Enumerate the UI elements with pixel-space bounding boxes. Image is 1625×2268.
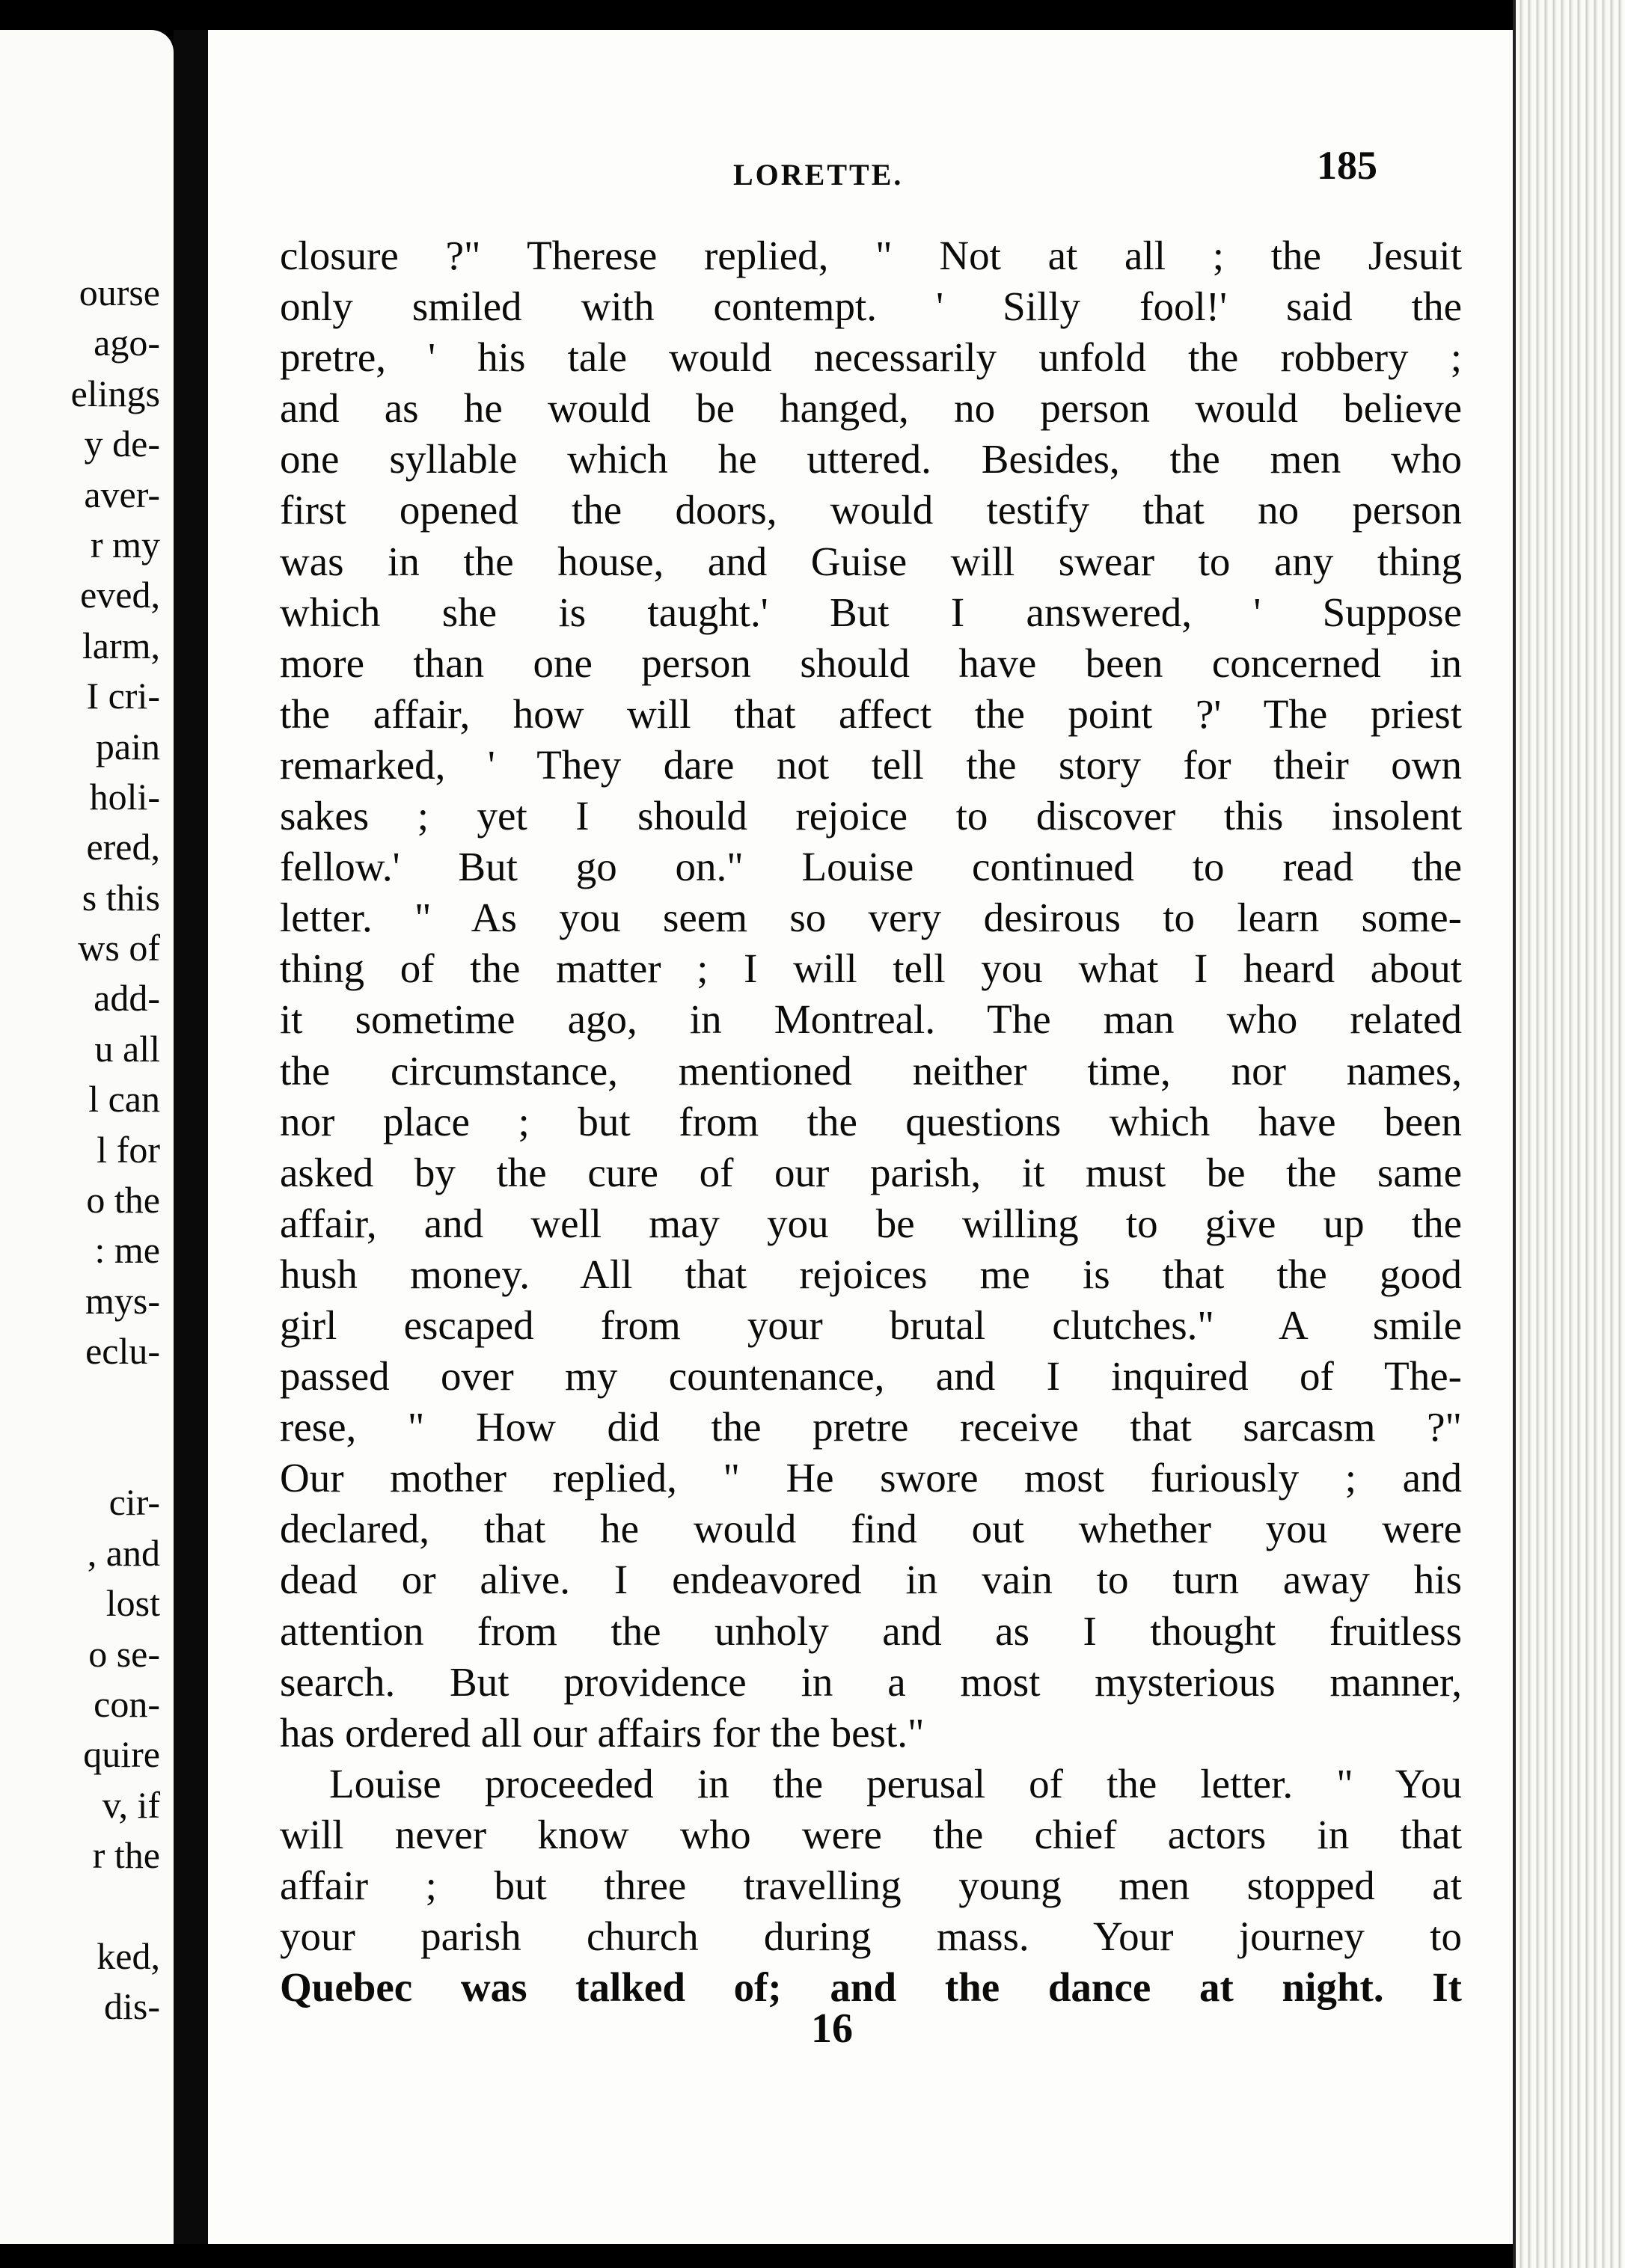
text-line: attention from the unholy and as I thought fruitless xyxy=(280,1607,1462,1654)
left-page-fragment xyxy=(0,30,174,2244)
left-page-line: aver- xyxy=(84,473,160,515)
text-line: letter. " As you seem so very desirous to learn some- xyxy=(280,895,1462,941)
left-page-line: ws of xyxy=(78,927,160,969)
text-line: has ordered all our affairs for the best." xyxy=(280,1709,925,1756)
text-line: affair, and well may you be willing to give up the xyxy=(280,1200,1462,1246)
left-page-line xyxy=(0,1881,160,1931)
left-page-line: pain xyxy=(95,725,160,767)
left-page-line: mys- xyxy=(85,1279,160,1322)
left-page-line: eclu- xyxy=(85,1330,160,1373)
text-line: and as he would be hanged, no person would believe xyxy=(280,385,1462,432)
left-page-line: lost xyxy=(105,1582,160,1625)
text-line: asked by the cure of our parish, it must be the same xyxy=(280,1149,1462,1195)
text-line: affair ; but three travelling young men stopped at xyxy=(280,1863,1462,1908)
left-page-line: dis- xyxy=(104,1985,160,2028)
text-line: Louise proceeded in the perusal of the letter. " You xyxy=(329,1760,1462,1806)
left-page-text xyxy=(0,268,160,2032)
text-line: closure ?" Therese replied, " Not at all ; the Jesuit xyxy=(280,233,1462,278)
left-page-line: l for xyxy=(97,1128,160,1171)
text-line: remarked, ' They dare not tell the story for their own xyxy=(280,741,1462,788)
left-page-line: l can xyxy=(88,1078,160,1121)
text-line: nor place ; but from the questions which have been xyxy=(280,1098,1462,1144)
running-head: LORETTE. xyxy=(733,158,904,191)
left-page-line: ago- xyxy=(94,322,160,364)
text-line: it sometime ago, in Montreal. The man who related xyxy=(280,996,1462,1043)
signature-mark: 16 xyxy=(811,2005,853,2052)
left-page-line xyxy=(0,1377,160,1427)
book-gutter xyxy=(174,30,208,2244)
left-page-line: y de- xyxy=(84,423,160,465)
page-edges xyxy=(1513,0,1625,2268)
left-page-line: u all xyxy=(94,1027,160,1070)
text-line: dead or alive. I endeavored in vain to turn away his xyxy=(280,1557,1462,1603)
left-page-line: eved, xyxy=(80,574,160,616)
text-line: rese, " How did the pretre receive that sarcasm ?" xyxy=(280,1404,1462,1450)
left-page-line: I cri- xyxy=(86,675,160,717)
left-page-line: , and xyxy=(87,1531,160,1574)
text-line: first opened the doors, would testify that no person xyxy=(280,487,1462,533)
left-page-line: elings xyxy=(70,372,160,414)
text-line: thing of the matter ; I will tell you what I heard about xyxy=(280,945,1462,992)
text-line: the circumstance, mentioned neither time, nor names, xyxy=(280,1047,1462,1094)
left-page-line: holi- xyxy=(89,775,160,818)
text-line: fellow.' But go on." Louise continued to read the xyxy=(280,844,1462,890)
text-line: Our mother replied, " He swore most furiously ; and xyxy=(280,1455,1462,1501)
book-page xyxy=(208,30,1513,2244)
left-page-line: quire xyxy=(83,1733,160,1776)
text-line: declared, that he would find out whether you were xyxy=(280,1506,1462,1552)
text-line: was in the house, and Guise will swear to any thing xyxy=(280,538,1462,584)
text-line: search. But providence in a most mysterious manner, xyxy=(280,1658,1462,1705)
text-line: which she is taught.' But I answered, ' Suppose xyxy=(280,589,1462,635)
left-page-line: s this xyxy=(82,876,160,919)
text-line: girl escaped from your brutal clutches." A smile xyxy=(280,1302,1462,1348)
text-line: hush money. All that rejoices me is that the good xyxy=(280,1251,1462,1297)
left-page-line: o se- xyxy=(88,1632,160,1675)
text-line: will never know who were the chief actors in that xyxy=(280,1811,1462,1857)
text-line: Quebec was talked of; and the dance at night. It xyxy=(280,1964,1462,2011)
left-page-line xyxy=(0,1427,160,1477)
text-line: pretre, ' his tale would necessarily unfold the robbery ; xyxy=(280,334,1462,381)
text-line: only smiled with contempt. ' Silly fool!' said the xyxy=(280,284,1462,330)
left-page-line: : me xyxy=(94,1229,160,1272)
text-line: your parish church during mass. Your journey to xyxy=(280,1913,1462,1960)
left-page-line: larm, xyxy=(82,624,160,666)
body-text xyxy=(280,230,1462,2013)
left-page-line: o the xyxy=(86,1179,160,1222)
text-line: more than one person should have been concerned in xyxy=(280,640,1462,686)
left-page-line: ourse xyxy=(79,272,160,313)
left-page-line: ked, xyxy=(97,1934,160,1977)
left-page-line: r my xyxy=(90,523,160,566)
left-page-line: con- xyxy=(94,1682,160,1725)
page-number: 185 xyxy=(1317,143,1377,188)
text-line: passed over my countenance, and I inquired of The- xyxy=(280,1353,1462,1400)
left-page-line: ered, xyxy=(86,826,160,868)
text-line: sakes ; yet I should rejoice to discover this insolent xyxy=(280,793,1462,839)
left-page-line: cir- xyxy=(108,1481,160,1524)
left-page-line: add- xyxy=(94,977,160,1020)
text-line: the affair, how will that affect the point ?' The priest xyxy=(280,690,1462,737)
left-page-line: r the xyxy=(92,1834,160,1877)
text-line: one syllable which he uttered. Besides, the men who xyxy=(280,436,1462,482)
left-page-line: v, if xyxy=(102,1783,160,1826)
